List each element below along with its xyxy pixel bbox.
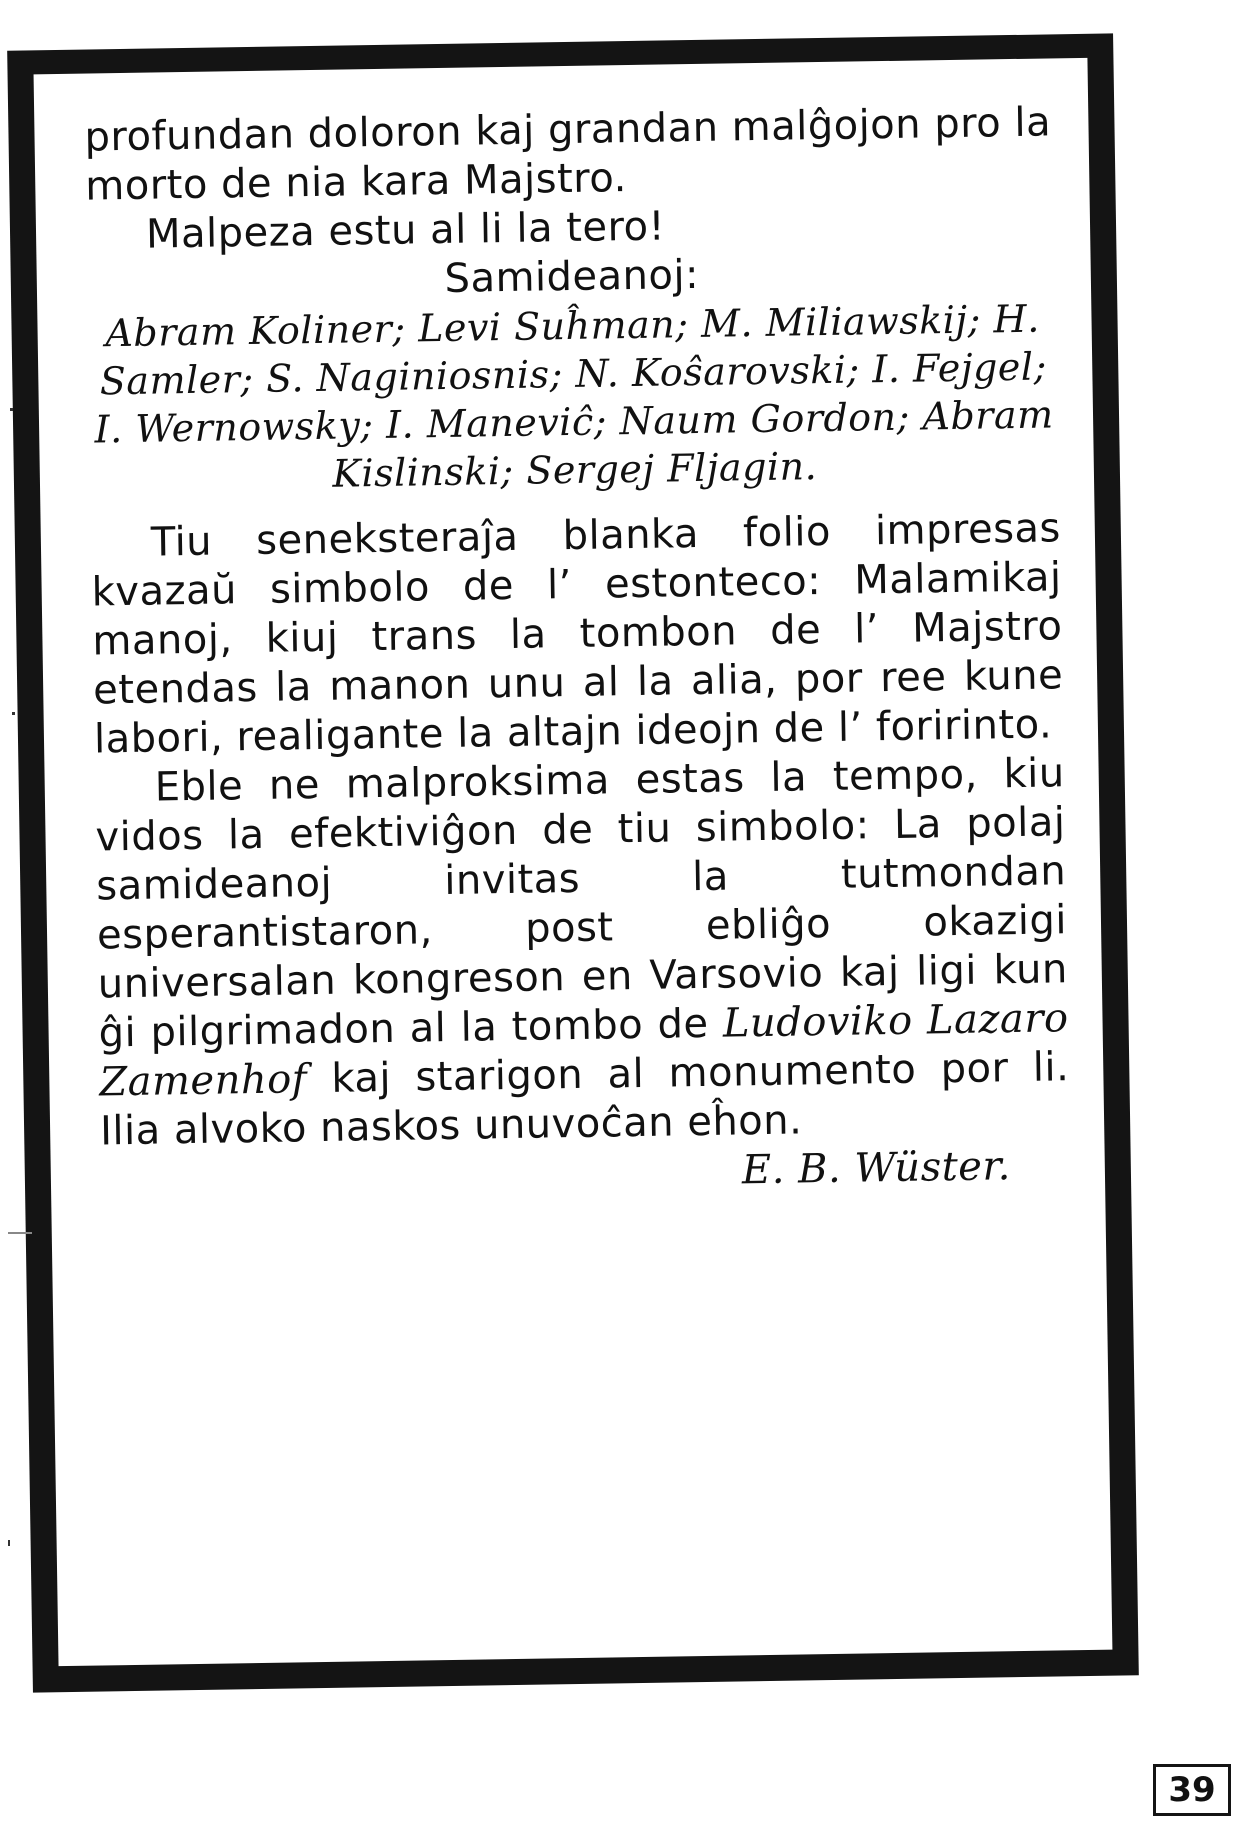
opening-line-2: morto de nia kara Majstro. <box>84 155 628 210</box>
article-text <box>84 98 1071 1205</box>
paragraph-2-part-1: Eble ne malproksima estas la tempo, kiu vidos la efektiviĝon de tiu simbolo: La polaj samideanoj invitas la tutmondan esperantistaron, post ebliĝo okazigi universalan kongreson en Varsovio kaj ligi kun ĝi pilgrimadon al la tombo de <box>95 750 1069 1057</box>
zamenhof-name: Ludoviko Lazaro Zamenhof <box>99 995 1069 1106</box>
paragraph-2 <box>94 749 1070 1156</box>
scan-speck <box>8 1232 32 1234</box>
scan-speck <box>8 1540 10 1546</box>
author-signature: E. B. Wüster. <box>741 1143 1012 1194</box>
scan-speck <box>10 408 13 411</box>
signatories-list: Abram Koliner; Levi Suĥman; M. Miliawskij; H. Samler; S. Naginiosnis; N. Koŝarovski; I. Fejgel; I. Wernowsky; I. Maneviĉ; Naum Gordon; Abram Kislinski; Sergej Fljagin. <box>94 296 1054 496</box>
paragraph-1: Tiu seneksteraĵa blanka folio impresas kvazaŭ simbolo de l’ estonteco: Malamikaj manoj, kiuj trans la tombon de l’ Majstro etendas la manon unu al la alia, por ree kune labori, realigante la altajn ideojn de l’ foririnto. <box>91 505 1064 763</box>
paragraph-2-part-2: kaj starigon al monumento por li. Ilia alvoko naskos unuvoĉan eĥon. <box>99 1044 1070 1155</box>
content-panel <box>34 58 1113 1666</box>
black-border-frame <box>7 33 1139 1692</box>
signatories-heading: Samideanoj: <box>444 251 700 302</box>
opening-line-1: profundan doloron kaj grandan malĝojon pro la <box>84 99 1052 161</box>
scan-speck <box>12 712 15 715</box>
page-number-box: 39 <box>1153 1764 1231 1816</box>
closing-wish: Malpeza estu al li la tero! <box>145 203 666 258</box>
